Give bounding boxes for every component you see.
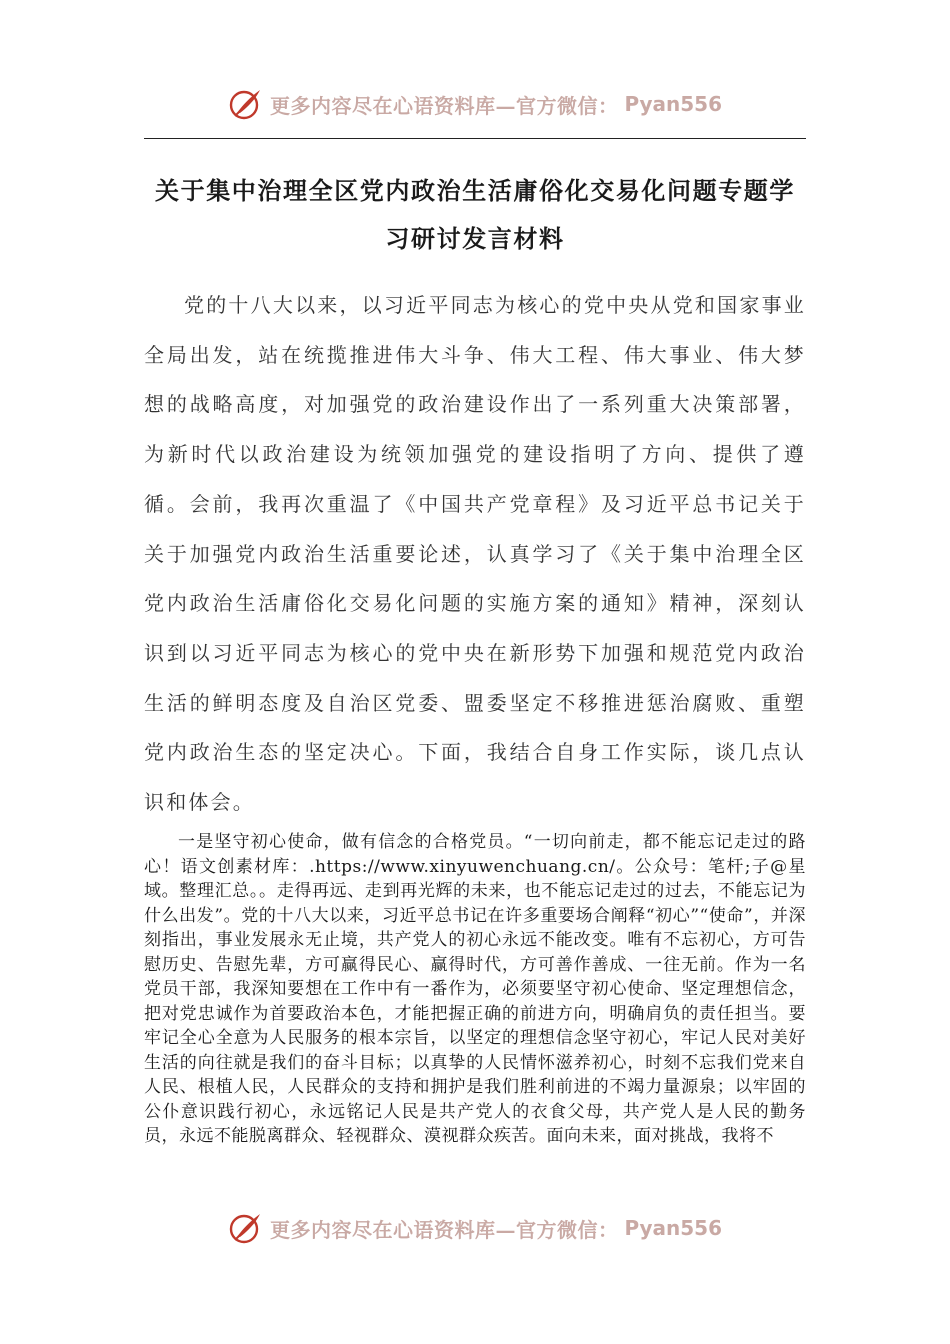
intro-paragraph: 党的十八大以来，以习近平同志为核心的党中央从党和国家事业全局出发，站在统揽推进伟大斗争、伟大工程、伟大事业、伟大梦想的战略高度，对加强党的政治建设作出了一系列重大决策部署，为新时代以政治建设为统领加强党的建设指明了方向、提供了遵循。会前，我再次重温了《中国共产党章程》及习近平总书记关于关于加强党内政治生活重要论述，认真学习了《关于集中治理全区党内政治生活庸俗化交易化问题的实施方案的通知》精神，深刻认识到以习近平同志为核心的党中央在新形势下加强和规范党内政治生活的鲜明态度及自治区党委、盟委坚定不移推进惩治腐败、重塑党内政治生态的坚定决心。下面，我结合自身工作实际，谈几点认识和体会。 [144, 293, 806, 815]
wechat-id: Pyan556 [624, 92, 723, 116]
footer-watermark-banner [0, 1208, 950, 1248]
wechat-id: Pyan556 [624, 1216, 723, 1240]
quill-logo-icon [228, 86, 264, 122]
header-divider [144, 138, 806, 139]
quill-logo-icon [228, 1210, 264, 1246]
watermark-text: 更多内容尽在心语资料库—官方微信： [269, 93, 619, 118]
point-one-paragraph: 一是坚守初心使命，做有信念的合格党员。“一切向前走，都不能忘记走过的路心！语文创素材库：.https://www.xinyuwenchuang.cn/。公众号：笔杆;子@星域。整理汇总。。走得再远、走到再光辉的未来，也不能忘记走过的过去，不能忘记为什么出发”。党的十八大以来，习近平总书记在许多重要场合阐释“初心”“使命”，并深刻指出，事业发展永无止境，共产党人的初心永远不能改变。唯有不忘初心，方可告慰历史、告慰先辈，方可赢得民心、赢得时代，方可善作善成、一往无前。作为一名党员干部，我深知要想在工作中有一番作为，必须要坚守初心使命、坚定理想信念，把对党忠诚作为首要政治本色，才能把握正确的前进方向，明确肩负的责任担当。要牢记全心全意为人民服务的根本宗旨，以坚定的理想信念坚守初心，牢记人民对美好生活的向往就是我们的奋斗目标；以真挚的人民情怀滋养初心，时刻不忘我们党来自人民、根植人民，人民群众的支持和拥护是我们胜利前进的不竭力量源泉；以牢固的公仆意识践行初心，永远铭记人民是共产党人的衣食父母，共产党人是人民的勤务员，永远不能脱离群众、轻视群众、漠视群众疾苦。面向未来，面对挑战，我将不 [144, 832, 806, 1146]
header-watermark-banner [0, 84, 950, 124]
document-title: 关于集中治理全区党内政治生活庸俗化交易化问题专题学习研讨发言材料 [155, 176, 795, 253]
watermark-text: 更多内容尽在心语资料库—官方微信： [269, 1217, 619, 1242]
